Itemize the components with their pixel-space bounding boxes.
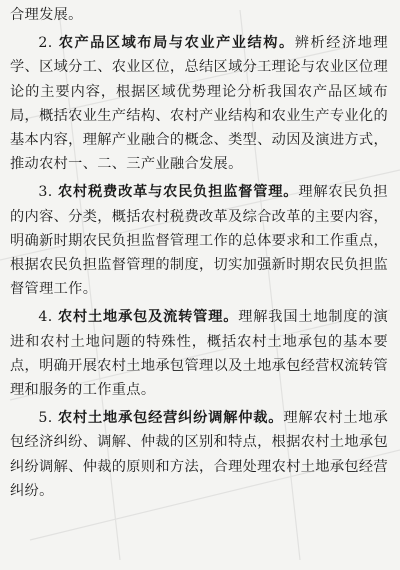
item-body: 理解农民负担的内容、分类，概括农村税费改革及综合改革的主要内容，明确新时期农民负担监督管理工作的总体要求和工作重点，根据农民负担监督管理的制度，切实加强新时期农民负担监督管理工作。 <box>10 184 388 298</box>
item-body: 辨析经济地理学、区域分工、农业区位，总结区域分工理论与农业区位理论的主要内容，根据区域优势理论分析我国农产品区域布局，概括农业生产结构、农村产业结构和农业生产专业化的基本内容，理解产业融合的概念、类型、动因及演进方式，推动农村一、二、三产业融合发展。 <box>10 35 388 173</box>
item-heading: 农产品区域布局与农业产业结构。 <box>58 35 295 52</box>
section-item-3 <box>10 180 388 301</box>
section-item-4 <box>10 305 388 402</box>
item-number: 2. <box>38 35 53 52</box>
item-heading: 农村税费改革与农民负担监督管理。 <box>57 184 299 201</box>
item-number: 5. <box>38 410 53 427</box>
item-number: 3. <box>38 184 53 201</box>
item-body: 理解农村土地承包经济纠纷、调解、仲裁的区别和特点，根据农村土地承包纠纷调解、仲裁的原则和方法，合理处理农村土地承包经营纠纷。 <box>10 410 388 499</box>
section-item-2 <box>10 31 388 176</box>
item-number: 4. <box>38 309 53 326</box>
intro-line: 合理发展。 <box>10 7 83 23</box>
item-heading: 农村土地承包经营纠纷调解仲裁。 <box>57 410 284 427</box>
section-item-5 <box>10 406 388 503</box>
item-heading: 农村土地承包及流转管理。 <box>57 309 239 326</box>
item-body: 理解我国土地制度的演进和农村土地问题的特殊性，概括农村土地承包的基本要点，明确开展农村土地承包管理以及土地承包经营权流转管理和服务的工作重点。 <box>10 309 388 399</box>
